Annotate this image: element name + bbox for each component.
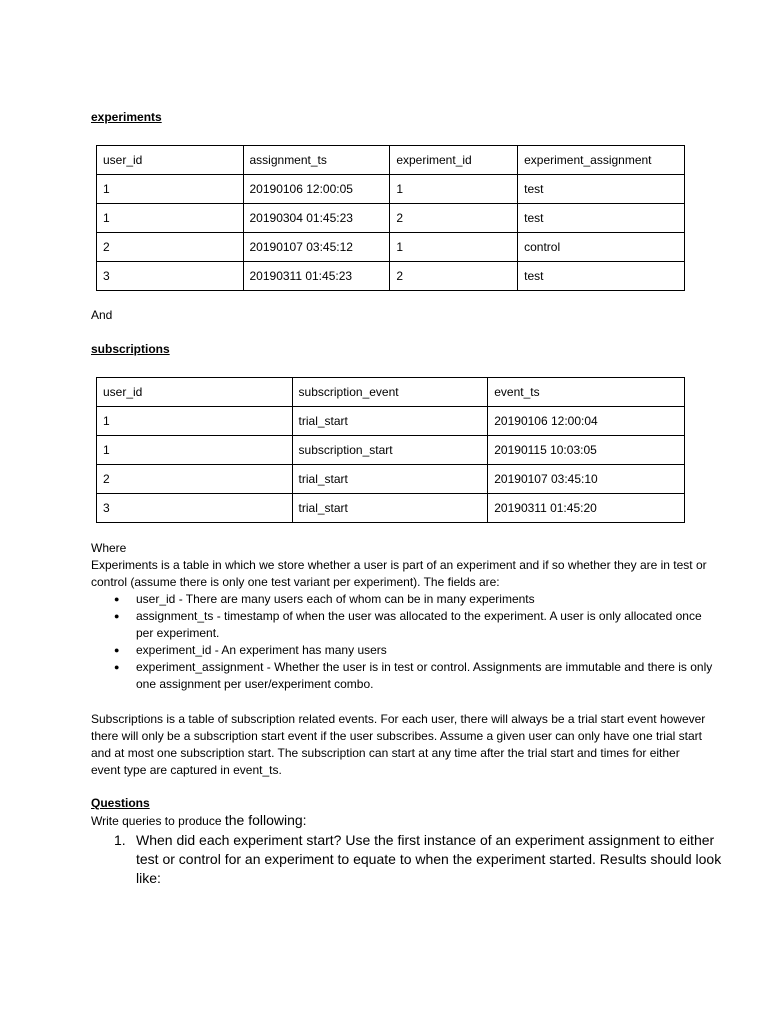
- questions-intro-large: the following:: [224, 812, 307, 828]
- experiments-table: [96, 145, 685, 291]
- table-cell: trial_start: [292, 465, 488, 494]
- list-item: [91, 659, 721, 693]
- bullet-icon: ●: [114, 662, 120, 672]
- table-cell: 20190107 03:45:12: [243, 233, 390, 262]
- table-cell: 1: [97, 436, 293, 465]
- questions-intro: [91, 812, 307, 830]
- bullet-icon: ●: [114, 611, 120, 621]
- table-cell: 1: [97, 407, 293, 436]
- table-cell: test: [518, 262, 685, 291]
- list-item-text: experiment_assignment - Whether the user is in test or control. Assignments are immutable and there is only one assignment per user/experiment combo.: [136, 660, 713, 691]
- table-cell: 20190311 01:45:23: [243, 262, 390, 291]
- table-row: [97, 494, 685, 523]
- table-cell: subscription_start: [292, 436, 488, 465]
- column-header: experiment_id: [390, 146, 518, 175]
- column-header: user_id: [97, 378, 293, 407]
- table-row: [97, 262, 685, 291]
- table-cell: 2: [97, 233, 244, 262]
- table-cell: 1: [97, 204, 244, 233]
- list-item: [91, 608, 721, 642]
- table-row: [97, 175, 685, 204]
- table-cell: 20190107 03:45:10: [488, 465, 685, 494]
- table-cell: 2: [97, 465, 293, 494]
- table-cell: 2: [390, 262, 518, 291]
- question-number: 1.: [114, 832, 126, 848]
- field-list: [91, 591, 721, 693]
- subscriptions-table: [96, 377, 685, 523]
- table-row: [97, 407, 685, 436]
- list-item: [91, 591, 721, 608]
- table-row: [97, 204, 685, 233]
- table-cell: 20190115 10:03:05: [488, 436, 685, 465]
- table-row: [97, 233, 685, 262]
- table-cell: 20190106 12:00:04: [488, 407, 685, 436]
- questions-heading: Questions: [91, 796, 150, 810]
- table-cell: test: [518, 204, 685, 233]
- bullet-icon: ●: [114, 645, 120, 655]
- questions-intro-small: Write queries to produce: [91, 814, 225, 828]
- list-item: [91, 642, 721, 659]
- subscriptions-heading: subscriptions: [91, 342, 170, 356]
- subscriptions-description: Subscriptions is a table of subscription related events. For each user, there will always be a trial start event however there will only be a subscription start event if the user subscribes. Assume a given user can only have one trial start and at most one subscription start. The subscription can start at any time after the trial start and times for either event type are captured in event_ts.: [91, 712, 706, 777]
- table-cell: control: [518, 233, 685, 262]
- experiments-description: Experiments is a table in which we store whether a user is part of an experiment and if so whether they are in test or control (assume there is only one test variant per experiment). The fields are:: [91, 558, 707, 589]
- table-cell: trial_start: [292, 407, 488, 436]
- column-header: event_ts: [488, 378, 685, 407]
- column-header: experiment_assignment: [518, 146, 685, 175]
- table-cell: 3: [97, 262, 244, 291]
- table-cell: test: [518, 175, 685, 204]
- column-header: assignment_ts: [243, 146, 390, 175]
- table-cell: 1: [390, 233, 518, 262]
- table-cell: 20190304 01:45:23: [243, 204, 390, 233]
- where-text: Where: [91, 541, 127, 555]
- table-cell: 1: [97, 175, 244, 204]
- table-cell: 20190311 01:45:20: [488, 494, 685, 523]
- and-text: And: [91, 308, 113, 322]
- table-cell: trial_start: [292, 494, 488, 523]
- column-header: subscription_event: [292, 378, 488, 407]
- question-text: When did each experiment start? Use the first instance of an experiment assignment to either test or control for an experiment to equate to when the experiment started. Results should look like:: [136, 832, 722, 886]
- table-cell: 3: [97, 494, 293, 523]
- table-header-row: [97, 378, 685, 407]
- question-item: [91, 831, 731, 888]
- table-cell: 1: [390, 175, 518, 204]
- questions-list: [91, 831, 731, 888]
- list-item-text: assignment_ts - timestamp of when the user was allocated to the experiment. A user is only allocated once per experiment.: [136, 609, 702, 640]
- bullet-icon: ●: [114, 594, 120, 604]
- table-cell: 20190106 12:00:05: [243, 175, 390, 204]
- column-header: user_id: [97, 146, 244, 175]
- table-cell: 2: [390, 204, 518, 233]
- experiments-heading: experiments: [91, 110, 162, 124]
- table-header-row: [97, 146, 685, 175]
- table-row: [97, 465, 685, 494]
- list-item-text: experiment_id - An experiment has many users: [136, 643, 387, 657]
- list-item-text: user_id - There are many users each of whom can be in many experiments: [136, 592, 535, 606]
- table-row: [97, 436, 685, 465]
